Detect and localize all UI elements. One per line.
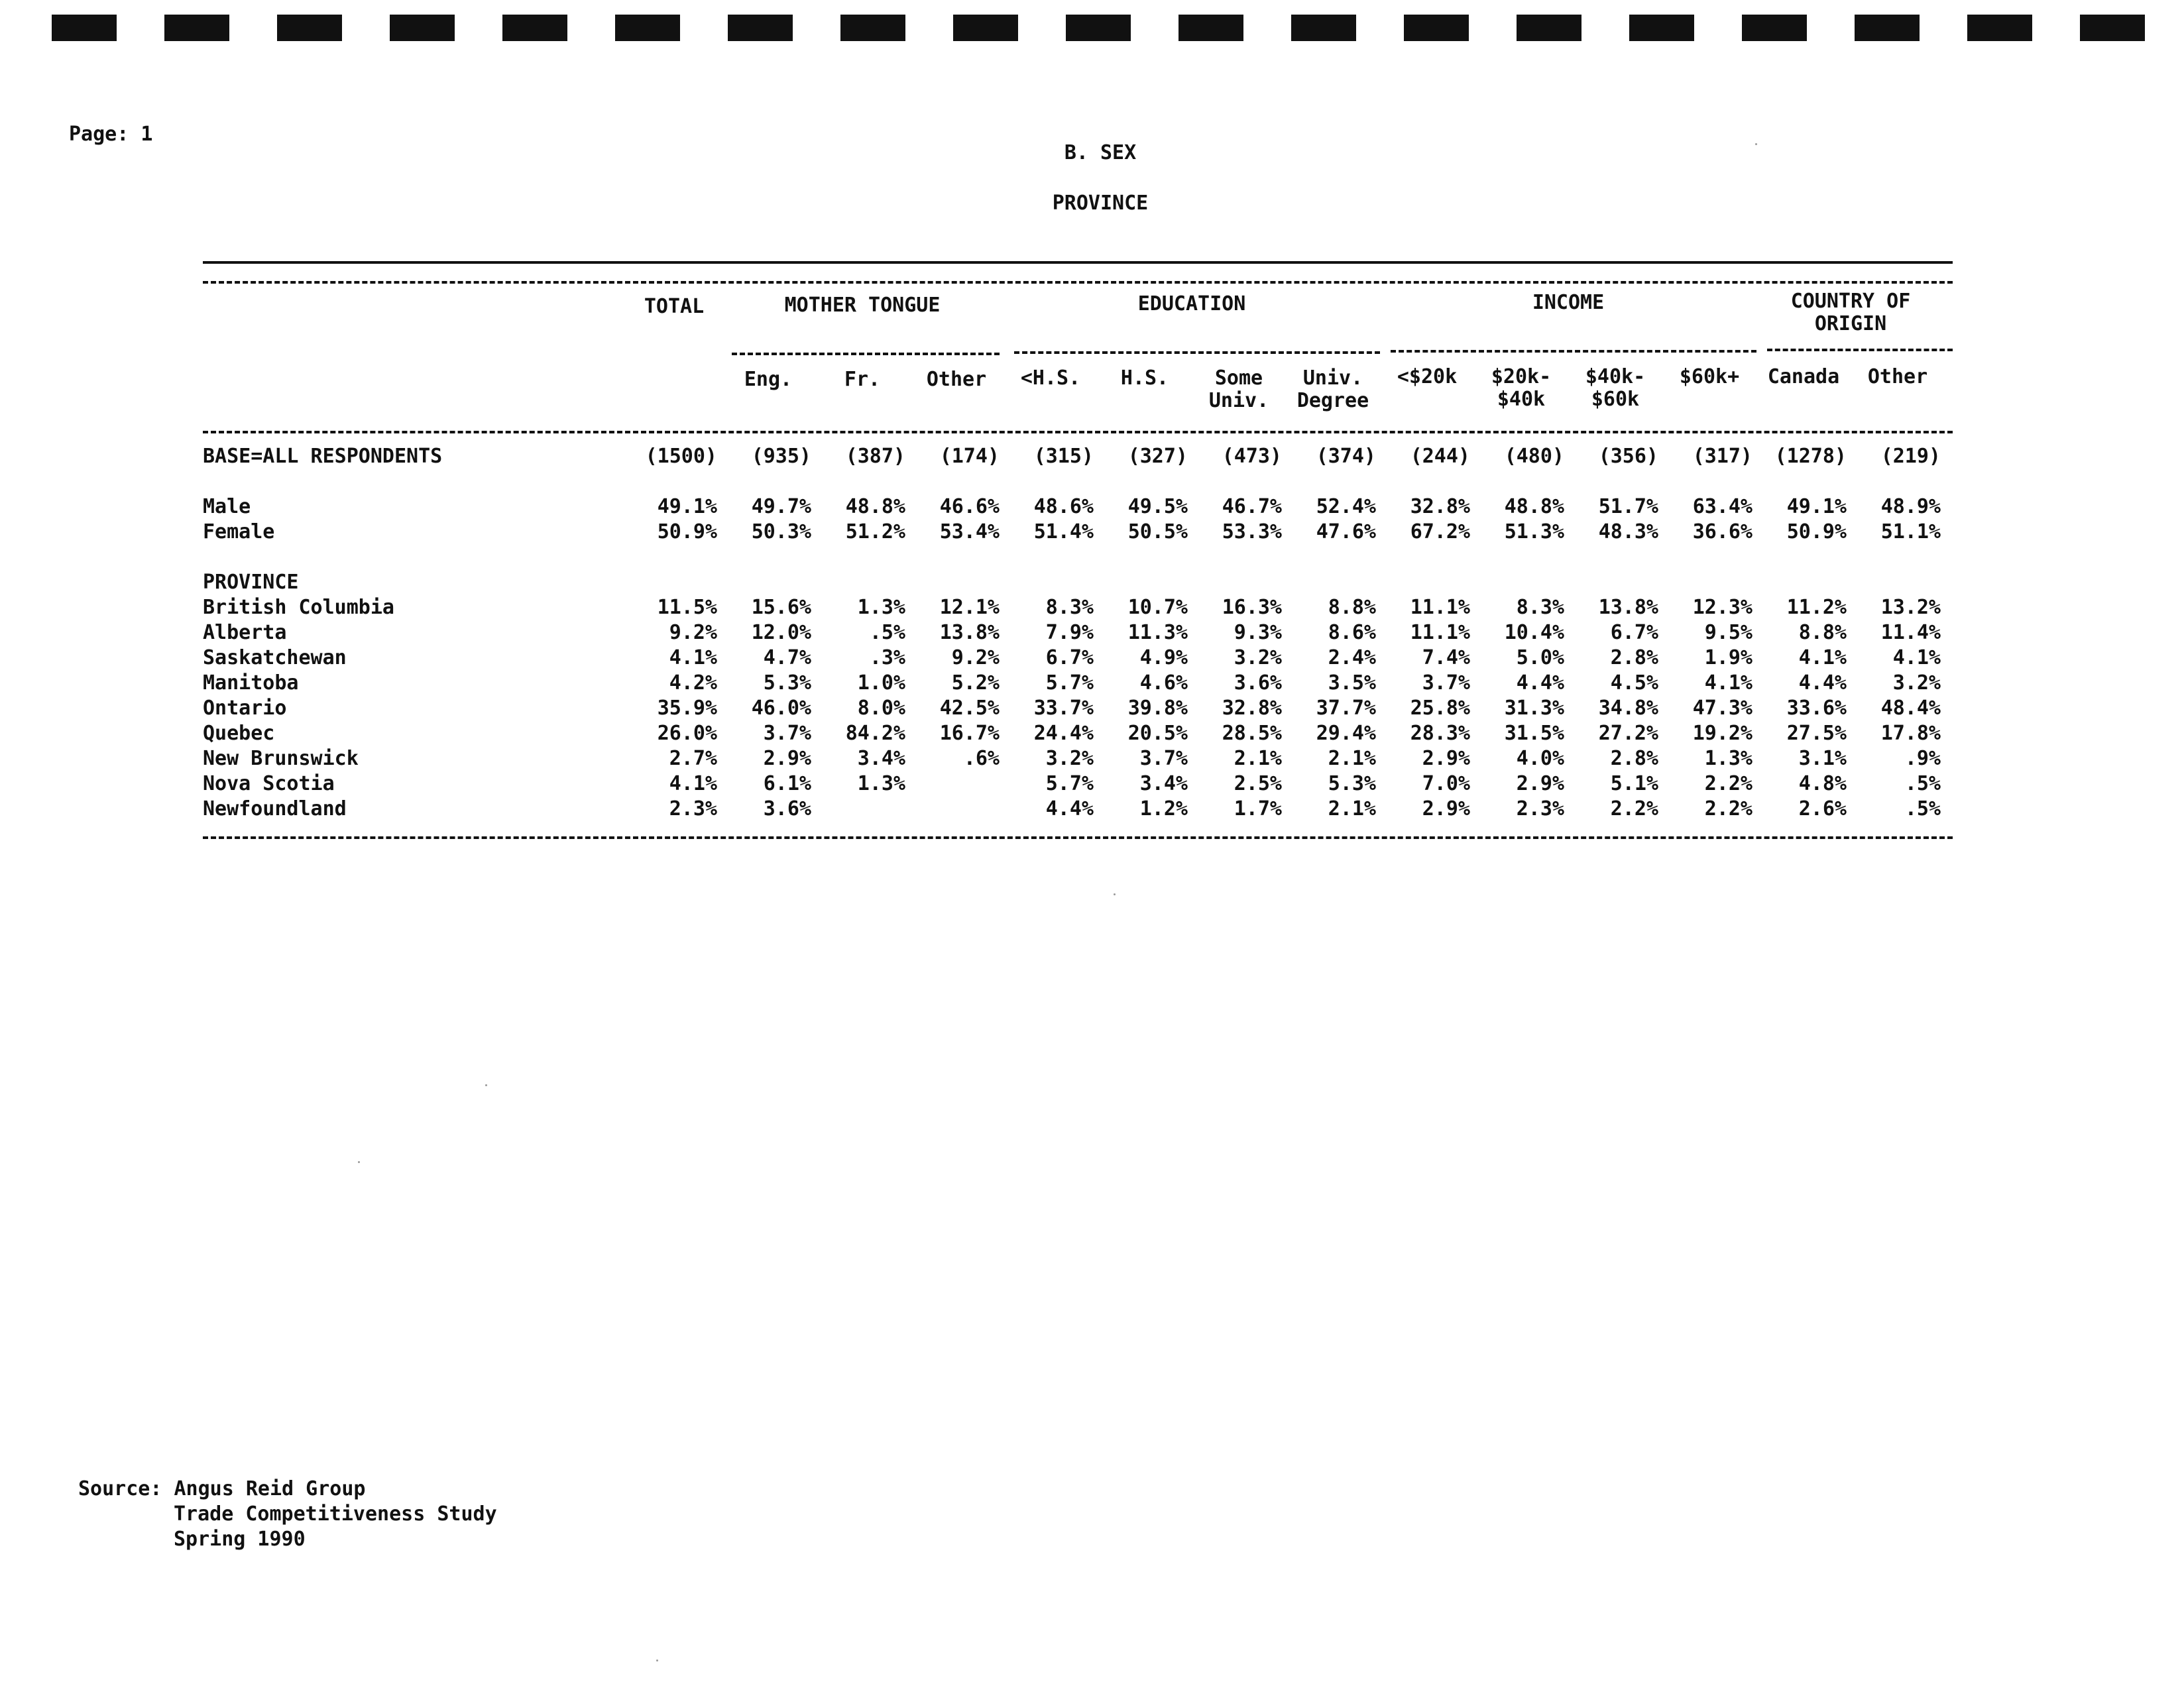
- table-cell: 5.0%: [1516, 646, 1564, 669]
- col-header-20k-40k: $20k- $40k: [1491, 365, 1552, 411]
- table-cell: 13.8%: [939, 621, 1000, 644]
- row-label: Alberta: [203, 621, 287, 644]
- table-cell: 8.3%: [1045, 596, 1094, 619]
- country-header-line1: COUNTRY OF: [1790, 290, 1911, 313]
- table-cell: 2.8%: [1610, 646, 1658, 669]
- table-cell: 13.2%: [1880, 596, 1941, 619]
- source-line3: Spring 1990: [174, 1528, 306, 1551]
- table-cell: 1.3%: [1704, 747, 1753, 770]
- table-cell: 46.0%: [751, 697, 811, 720]
- table-cell: 49.5%: [1127, 495, 1188, 518]
- table-cell: 53.3%: [1222, 520, 1282, 543]
- table-cell: 2.9%: [1422, 797, 1470, 820]
- table-cell: 3.7%: [1139, 747, 1188, 770]
- table-cell: 84.2%: [845, 722, 905, 745]
- row-label: Newfoundland: [203, 797, 347, 820]
- page-subtitle: PROVINCE: [1052, 192, 1149, 215]
- printer-marks: [0, 15, 2184, 41]
- row-label: Male: [203, 495, 251, 518]
- row-label: Manitoba: [203, 671, 299, 695]
- table-cell: (1500): [645, 445, 717, 468]
- table-cell: 4.1%: [1798, 646, 1847, 669]
- table-cell: 2.4%: [1328, 646, 1376, 669]
- table-cell: 3.6%: [1234, 671, 1282, 695]
- group-header-mother-tongue: MOTHER TONGUE: [784, 294, 941, 317]
- table-cell: 52.4%: [1316, 495, 1376, 518]
- table-cell: 12.3%: [1692, 596, 1753, 619]
- table-cell: 28.3%: [1410, 722, 1470, 745]
- table-cell: (327): [1127, 445, 1188, 468]
- table-cell: 32.8%: [1222, 697, 1282, 720]
- table-cell: 63.4%: [1692, 495, 1753, 518]
- col-header-eng: Eng.: [744, 368, 793, 391]
- table-cell: 13.8%: [1598, 596, 1658, 619]
- table-cell: 4.1%: [1892, 646, 1941, 669]
- row-label: Quebec: [203, 722, 275, 745]
- table-cell: 5.7%: [1045, 772, 1094, 795]
- table-cell: (219): [1880, 445, 1941, 468]
- table-cell: (356): [1598, 445, 1658, 468]
- scan-speck: [485, 1084, 487, 1086]
- table-cell: (480): [1504, 445, 1564, 468]
- table-cell: 9.5%: [1704, 621, 1753, 644]
- source-line2: Trade Competitiveness Study: [174, 1502, 497, 1526]
- table-cell: 48.4%: [1880, 697, 1941, 720]
- table-cell: 4.2%: [669, 671, 717, 695]
- table-cell: 4.1%: [1704, 671, 1753, 695]
- table-cell: 17.8%: [1880, 722, 1941, 745]
- table-row: [203, 721, 1941, 746]
- table-row: [203, 771, 1941, 797]
- table-cell: 2.2%: [1704, 797, 1753, 820]
- col-header-under-20k: <$20k: [1397, 365, 1458, 388]
- country-header-line2: ORIGIN: [1814, 312, 1887, 335]
- table-cell: 1.3%: [857, 596, 905, 619]
- source-line1: Angus Reid Group: [174, 1477, 366, 1500]
- row-label: Nova Scotia: [203, 772, 335, 795]
- row-label: Ontario: [203, 697, 287, 720]
- table-cell: .5%: [1904, 797, 1941, 820]
- table-cell: 26.0%: [657, 722, 717, 745]
- table-cell: 67.2%: [1410, 520, 1470, 543]
- table-cell: 4.8%: [1798, 772, 1847, 795]
- table-row: [203, 570, 1941, 595]
- col-header-canada: Canada: [1767, 365, 1840, 388]
- table-cell: 46.6%: [939, 495, 1000, 518]
- data-table: [203, 444, 1941, 822]
- table-cell: 2.8%: [1610, 747, 1658, 770]
- table-cell: 7.9%: [1045, 621, 1094, 644]
- table-cell: 2.9%: [763, 747, 811, 770]
- table-cell: 48.9%: [1880, 495, 1941, 518]
- table-row: [203, 797, 1941, 822]
- table-cell: 11.2%: [1786, 596, 1847, 619]
- col-header-hs: H.S.: [1120, 366, 1169, 390]
- table-cell: 4.1%: [669, 772, 717, 795]
- table-cell: 51.2%: [845, 520, 905, 543]
- table-cell: 4.4%: [1516, 671, 1564, 695]
- table-cell: 51.4%: [1033, 520, 1094, 543]
- col-header-other-tongue: Other: [926, 368, 987, 391]
- table-row: [203, 520, 1941, 545]
- table-cell: 25.8%: [1410, 697, 1470, 720]
- table-cell: 42.5%: [939, 697, 1000, 720]
- table-cell: 8.8%: [1328, 596, 1376, 619]
- table-cell: 10.7%: [1127, 596, 1188, 619]
- table-cell: 19.2%: [1692, 722, 1753, 745]
- table-cell: 49.1%: [657, 495, 717, 518]
- table-cell: 3.4%: [857, 747, 905, 770]
- table-cell: 46.7%: [1222, 495, 1282, 518]
- table-cell: 5.7%: [1045, 671, 1094, 695]
- table-cell: 11.4%: [1880, 621, 1941, 644]
- scan-speck: [656, 1659, 658, 1661]
- table-cell: [905, 771, 1000, 797]
- scan-speck: [1755, 143, 1757, 145]
- table-cell: 29.4%: [1316, 722, 1376, 745]
- table-cell: 50.9%: [1786, 520, 1847, 543]
- table-cell: 48.3%: [1598, 520, 1658, 543]
- table-cell: 5.3%: [763, 671, 811, 695]
- income-underline: [1391, 350, 1756, 353]
- table-cell: 9.2%: [669, 621, 717, 644]
- table-cell: 5.2%: [951, 671, 1000, 695]
- table-cell: .5%: [1904, 772, 1941, 795]
- table-cell: 6.7%: [1045, 646, 1094, 669]
- table-cell: 48.6%: [1033, 495, 1094, 518]
- table-row: [203, 620, 1941, 646]
- table-cell: 50.3%: [751, 520, 811, 543]
- table-cell: (387): [845, 445, 905, 468]
- table-cell: 4.7%: [763, 646, 811, 669]
- table-cell: .6%: [963, 747, 1000, 770]
- table-cell: (174): [939, 445, 1000, 468]
- table-cell: 39.8%: [1127, 697, 1188, 720]
- table-cell: 50.9%: [657, 520, 717, 543]
- group-header-total: TOTAL: [644, 295, 705, 318]
- group-header-income: INCOME: [1532, 291, 1605, 314]
- table-cell: 48.8%: [1504, 495, 1564, 518]
- education-underline: [1014, 351, 1380, 354]
- table-cell: 28.5%: [1222, 722, 1282, 745]
- table-row: [203, 646, 1941, 671]
- table-cell: 9.2%: [951, 646, 1000, 669]
- table-cell: 50.5%: [1127, 520, 1188, 543]
- table-cell: 2.2%: [1704, 772, 1753, 795]
- table-cell: 2.7%: [669, 747, 717, 770]
- table-cell: 2.9%: [1422, 747, 1470, 770]
- table-cell: 6.1%: [763, 772, 811, 795]
- country-underline: [1767, 349, 1953, 351]
- table-cell: 2.5%: [1234, 772, 1282, 795]
- table-cell: 37.7%: [1316, 697, 1376, 720]
- header-bottom-dashed-rule: [203, 431, 1953, 433]
- table-cell: 51.7%: [1598, 495, 1658, 518]
- table-cell: .9%: [1904, 747, 1941, 770]
- table-cell: 10.4%: [1504, 621, 1564, 644]
- table-cell: 2.2%: [1610, 797, 1658, 820]
- table-cell: 4.0%: [1516, 747, 1564, 770]
- row-label: New Brunswick: [203, 747, 359, 770]
- col-header-univ-degree: Univ. Degree: [1296, 366, 1369, 412]
- table-cell: 27.5%: [1786, 722, 1847, 745]
- table-cell: 34.8%: [1598, 697, 1658, 720]
- table-cell: (317): [1692, 445, 1753, 468]
- table-cell: 3.6%: [763, 797, 811, 820]
- table-row: [203, 671, 1941, 696]
- col-header-some-univ: Some Univ.: [1208, 366, 1269, 412]
- col-header-40k-60k: $40k- $60k: [1585, 365, 1646, 411]
- table-cell: 51.1%: [1880, 520, 1941, 543]
- table-cell: 6.7%: [1610, 621, 1658, 644]
- table-cell: 8.8%: [1798, 621, 1847, 644]
- col-header-fr: Fr.: [844, 368, 881, 391]
- col-header-other-origin: Other: [1867, 365, 1928, 388]
- table-cell: 48.8%: [845, 495, 905, 518]
- table-cell: 33.7%: [1033, 697, 1094, 720]
- table-cell: 2.3%: [1516, 797, 1564, 820]
- table-cell: 8.6%: [1328, 621, 1376, 644]
- col-header-less-hs: <H.S.: [1020, 366, 1081, 390]
- table-cell: 4.5%: [1610, 671, 1658, 695]
- col-header-60k-plus: $60k+: [1679, 365, 1740, 388]
- table-cell: 33.6%: [1786, 697, 1847, 720]
- table-cell: 47.3%: [1692, 697, 1753, 720]
- table-cell: (244): [1410, 445, 1470, 468]
- table-cell: 3.7%: [763, 722, 811, 745]
- table-row: [203, 595, 1941, 620]
- table-cell: 49.7%: [751, 495, 811, 518]
- table-cell: 3.5%: [1328, 671, 1376, 695]
- row-label: British Columbia: [203, 596, 394, 619]
- table-cell: [905, 797, 1000, 822]
- table-cell: (935): [751, 445, 811, 468]
- table-cell: 1.0%: [857, 671, 905, 695]
- table-row: [203, 696, 1941, 721]
- table-cell: 4.6%: [1139, 671, 1188, 695]
- table-cell: 11.1%: [1410, 621, 1470, 644]
- row-label: Saskatchewan: [203, 646, 347, 669]
- table-cell: 27.2%: [1598, 722, 1658, 745]
- table-cell: 4.4%: [1798, 671, 1847, 695]
- scan-speck: [358, 1161, 360, 1163]
- table-cell: 7.0%: [1422, 772, 1470, 795]
- table-cell: 2.3%: [669, 797, 717, 820]
- table-cell: 15.6%: [751, 596, 811, 619]
- table-cell: (1278): [1774, 445, 1847, 468]
- table-cell: 2.1%: [1328, 797, 1376, 820]
- table-cell: 3.2%: [1892, 671, 1941, 695]
- table-cell: 2.6%: [1798, 797, 1847, 820]
- table-cell: 32.8%: [1410, 495, 1470, 518]
- table-bottom-dashed-rule: [203, 836, 1953, 839]
- table-cell: 11.1%: [1410, 596, 1470, 619]
- table-cell: (315): [1033, 445, 1094, 468]
- table-cell: 31.5%: [1504, 722, 1564, 745]
- table-cell: 2.1%: [1234, 747, 1282, 770]
- table-cell: 16.3%: [1222, 596, 1282, 619]
- table-cell: 16.7%: [939, 722, 1000, 745]
- table-cell: 3.1%: [1798, 747, 1847, 770]
- table-cell: 11.5%: [657, 596, 717, 619]
- table-cell: [811, 797, 905, 822]
- table-cell: .3%: [869, 646, 905, 669]
- table-cell: 1.2%: [1139, 797, 1188, 820]
- table-row: [203, 494, 1941, 520]
- source-block: [78, 1477, 497, 1552]
- table-cell: 2.9%: [1516, 772, 1564, 795]
- table-cell: 1.7%: [1234, 797, 1282, 820]
- table-cell: 4.1%: [669, 646, 717, 669]
- table-cell: 53.4%: [939, 520, 1000, 543]
- table-cell: 2.1%: [1328, 747, 1376, 770]
- mother-tongue-underline: [732, 353, 1000, 355]
- table-cell: 24.4%: [1033, 722, 1094, 745]
- table-cell: 12.1%: [939, 596, 1000, 619]
- table-cell: 5.1%: [1610, 772, 1658, 795]
- table-row: [203, 746, 1941, 771]
- source-label: Source:: [78, 1477, 162, 1500]
- table-cell: 3.2%: [1234, 646, 1282, 669]
- table-cell: 11.3%: [1127, 621, 1188, 644]
- table-cell: 3.4%: [1139, 772, 1188, 795]
- table-cell: 7.4%: [1422, 646, 1470, 669]
- table-cell: 4.9%: [1139, 646, 1188, 669]
- table-cell: 1.3%: [857, 772, 905, 795]
- section-label-province: PROVINCE: [203, 571, 299, 594]
- table-cell: 9.3%: [1234, 621, 1282, 644]
- table-cell: 47.6%: [1316, 520, 1376, 543]
- table-cell: 36.6%: [1692, 520, 1753, 543]
- table-cell: 12.0%: [751, 621, 811, 644]
- row-label: BASE=ALL RESPONDENTS: [203, 445, 443, 468]
- table-cell: (374): [1316, 445, 1376, 468]
- table-cell: 3.2%: [1045, 747, 1094, 770]
- table-cell: 51.3%: [1504, 520, 1564, 543]
- page-title: B. SEX: [1064, 141, 1137, 164]
- table-cell: 3.7%: [1422, 671, 1470, 695]
- group-header-country-of-origin: [1756, 290, 1945, 335]
- table-cell: 20.5%: [1127, 722, 1188, 745]
- table-cell: 49.1%: [1786, 495, 1847, 518]
- table-cell: 4.4%: [1045, 797, 1094, 820]
- top-rule: [203, 261, 1953, 264]
- page-label: Page: 1: [69, 123, 153, 146]
- table-cell: .5%: [869, 621, 905, 644]
- group-header-education: EDUCATION: [1137, 292, 1246, 315]
- row-label: Female: [203, 520, 275, 543]
- scan-speck: [1114, 893, 1116, 895]
- table-cell: 8.0%: [857, 697, 905, 720]
- table-cell: 5.3%: [1328, 772, 1376, 795]
- table-cell: 1.9%: [1704, 646, 1753, 669]
- top-dashed-rule: [203, 281, 1953, 284]
- table-row: [203, 444, 1941, 469]
- table-cell: (473): [1222, 445, 1282, 468]
- table-cell: 35.9%: [657, 697, 717, 720]
- table-cell: 31.3%: [1504, 697, 1564, 720]
- table-cell: 8.3%: [1516, 596, 1564, 619]
